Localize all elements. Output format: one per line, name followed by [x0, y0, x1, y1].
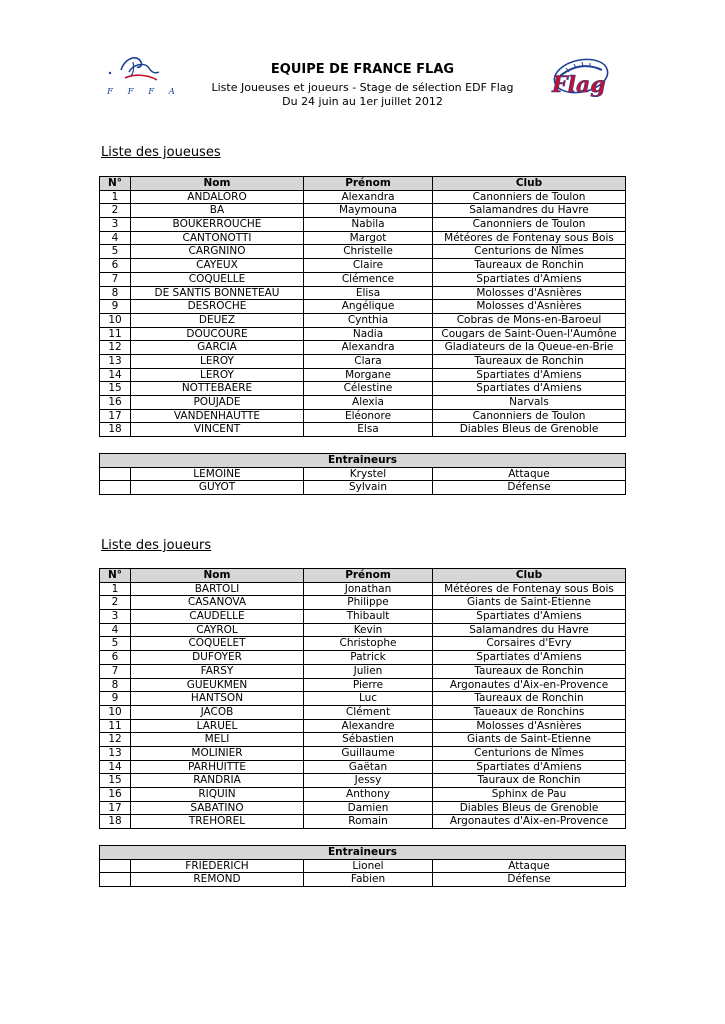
- player-nom: DE SANTIS BONNETEAU: [131, 286, 304, 300]
- player-nom: BARTOLI: [131, 582, 304, 596]
- player-club: Taureaux de Ronchin: [433, 354, 626, 368]
- player-nom: CANTONOTTI: [131, 231, 304, 245]
- player-number: 14: [100, 760, 131, 774]
- table-row: [100, 272, 626, 286]
- player-club: Spartiates d'Amiens: [433, 651, 626, 665]
- player-prenom: Alexandre: [304, 719, 433, 733]
- player-nom: ANDALORO: [131, 190, 304, 204]
- player-club: Salamandres du Havre: [433, 204, 626, 218]
- player-prenom: Sylvain: [304, 481, 433, 495]
- men-roster-table: [99, 568, 626, 829]
- player-number: 6: [100, 651, 131, 665]
- player-nom: JACOB: [131, 705, 304, 719]
- player-prenom: Alexandra: [304, 341, 433, 355]
- column-header-number: N°: [100, 569, 131, 583]
- men-coach-rows: [100, 859, 626, 886]
- player-number: 18: [100, 815, 131, 829]
- player-club: Spartiates d'Amiens: [433, 382, 626, 396]
- player-prenom: Thibault: [304, 610, 433, 624]
- player-nom: HANTSON: [131, 692, 304, 706]
- player-number: 6: [100, 259, 131, 273]
- player-club: Taueaux de Ronchins: [433, 705, 626, 719]
- player-nom: DOUCOURE: [131, 327, 304, 341]
- table-row: [100, 327, 626, 341]
- player-club: Centurions de Nîmes: [433, 245, 626, 259]
- player-nom: CAYROL: [131, 623, 304, 637]
- player-nom: DEUEZ: [131, 313, 304, 327]
- table-row: [100, 286, 626, 300]
- table-row: [100, 788, 626, 802]
- men-coaches-table: [99, 845, 626, 887]
- player-prenom: Jessy: [304, 774, 433, 788]
- player-nom: CAYEUX: [131, 259, 304, 273]
- player-prenom: Margot: [304, 231, 433, 245]
- player-club: Diables Bleus de Grenoble: [433, 423, 626, 437]
- player-nom: CARGNINO: [131, 245, 304, 259]
- player-club: Météores de Fontenay sous Bois: [433, 231, 626, 245]
- player-nom: BA: [131, 204, 304, 218]
- player-club: Canonniers de Toulon: [433, 218, 626, 232]
- player-nom: SABATINO: [131, 801, 304, 815]
- player-prenom: Angélique: [304, 300, 433, 314]
- player-nom: COQUELLE: [131, 272, 304, 286]
- player-prenom: Luc: [304, 692, 433, 706]
- player-prenom: Krystel: [304, 467, 433, 481]
- player-prenom: Patrick: [304, 651, 433, 665]
- table-row: [100, 705, 626, 719]
- player-nom: TREHOREL: [131, 815, 304, 829]
- player-club: Molosses d'Asnières: [433, 286, 626, 300]
- player-club: Tauraux de Ronchin: [433, 774, 626, 788]
- player-number: 11: [100, 719, 131, 733]
- table-row: [100, 218, 626, 232]
- player-prenom: Guillaume: [304, 746, 433, 760]
- column-header-prenom: Prénom: [304, 177, 433, 191]
- player-club: Sphinx de Pau: [433, 788, 626, 802]
- player-prenom: Christophe: [304, 637, 433, 651]
- coaches-header: Entraineurs: [100, 846, 626, 860]
- player-prenom: Clémence: [304, 272, 433, 286]
- player-number: 10: [100, 705, 131, 719]
- player-nom: MOLINIER: [131, 746, 304, 760]
- coach-row: [100, 859, 626, 873]
- player-number: 11: [100, 327, 131, 341]
- player-prenom: Romain: [304, 815, 433, 829]
- player-nom: PARHUITTE: [131, 760, 304, 774]
- player-prenom: Elsa: [304, 423, 433, 437]
- player-prenom: Morgane: [304, 368, 433, 382]
- player-number: 2: [100, 204, 131, 218]
- player-club: Molosses d'Asnières: [433, 719, 626, 733]
- player-club: Taureaux de Ronchin: [433, 664, 626, 678]
- player-number: [100, 467, 131, 481]
- player-club: Météores de Fontenay sous Bois: [433, 582, 626, 596]
- player-nom: GUYOT: [131, 481, 304, 495]
- coach-row: [100, 873, 626, 887]
- table-row: [100, 582, 626, 596]
- player-nom: RIQUIN: [131, 788, 304, 802]
- player-prenom: Christelle: [304, 245, 433, 259]
- player-prenom: Nadia: [304, 327, 433, 341]
- table-row: [100, 692, 626, 706]
- player-club: Argonautes d'Aix-en-Provence: [433, 678, 626, 692]
- player-number: [100, 481, 131, 495]
- player-club: Cougars de Saint-Ouen-l'Aumône: [433, 327, 626, 341]
- player-number: [100, 859, 131, 873]
- player-number: 4: [100, 623, 131, 637]
- player-club: Centurions de Nîmes: [433, 746, 626, 760]
- player-nom: FRIEDERICH: [131, 859, 304, 873]
- player-prenom: Lionel: [304, 859, 433, 873]
- player-club: Attaque: [433, 467, 626, 481]
- table-header-row: [100, 569, 626, 583]
- table-row: [100, 760, 626, 774]
- player-prenom: Elisa: [304, 286, 433, 300]
- player-prenom: Alexia: [304, 396, 433, 410]
- player-club: Molosses d'Asnières: [433, 300, 626, 314]
- player-nom: LEROY: [131, 368, 304, 382]
- table-row: [100, 664, 626, 678]
- player-number: 7: [100, 272, 131, 286]
- player-club: Défense: [433, 481, 626, 495]
- player-club: Taureaux de Ronchin: [433, 259, 626, 273]
- player-nom: LEMOINE: [131, 467, 304, 481]
- table-header-row: [100, 177, 626, 191]
- player-prenom: Fabien: [304, 873, 433, 887]
- coaches-header: Entraineurs: [100, 454, 626, 468]
- player-number: 1: [100, 190, 131, 204]
- player-prenom: Clara: [304, 354, 433, 368]
- player-number: 4: [100, 231, 131, 245]
- player-club: Narvals: [433, 396, 626, 410]
- player-nom: LARUEL: [131, 719, 304, 733]
- player-club: Défense: [433, 873, 626, 887]
- player-club: Gladiateurs de la Queue-en-Brie: [433, 341, 626, 355]
- player-club: Salamandres du Havre: [433, 623, 626, 637]
- player-nom: MELI: [131, 733, 304, 747]
- column-header-number: N°: [100, 177, 131, 191]
- document-header: [150, 62, 575, 109]
- player-nom: GUEUKMEN: [131, 678, 304, 692]
- table-row: [100, 259, 626, 273]
- coach-row: [100, 481, 626, 495]
- women-coaches-table: [99, 453, 626, 495]
- player-number: 10: [100, 313, 131, 327]
- table-row: [100, 719, 626, 733]
- player-prenom: Claire: [304, 259, 433, 273]
- player-nom: RANDRIA: [131, 774, 304, 788]
- table-row: [100, 300, 626, 314]
- player-number: 18: [100, 423, 131, 437]
- player-prenom: Maymouna: [304, 204, 433, 218]
- table-row: [100, 678, 626, 692]
- player-number: [100, 873, 131, 887]
- table-row: [100, 341, 626, 355]
- player-prenom: Eléonore: [304, 409, 433, 423]
- player-number: 16: [100, 396, 131, 410]
- player-number: 9: [100, 300, 131, 314]
- player-prenom: Clément: [304, 705, 433, 719]
- player-number: 17: [100, 409, 131, 423]
- player-nom: GARCIA: [131, 341, 304, 355]
- table-row: [100, 245, 626, 259]
- player-nom: REMOND: [131, 873, 304, 887]
- document-title: EQUIPE DE FRANCE FLAG: [270, 62, 455, 77]
- player-number: 17: [100, 801, 131, 815]
- player-nom: CASANOVA: [131, 596, 304, 610]
- player-club: Corsaires d'Evry: [433, 637, 626, 651]
- table-row: [100, 596, 626, 610]
- player-club: Giants de Saint-Etienne: [433, 733, 626, 747]
- table-row: [100, 623, 626, 637]
- player-nom: CAUDELLE: [131, 610, 304, 624]
- player-number: 3: [100, 218, 131, 232]
- player-nom: BOUKERROUCHE: [131, 218, 304, 232]
- player-prenom: Julien: [304, 664, 433, 678]
- table-row: [100, 610, 626, 624]
- player-club: Diables Bleus de Grenoble: [433, 801, 626, 815]
- player-prenom: Damien: [304, 801, 433, 815]
- women-coach-rows: [100, 467, 626, 494]
- player-nom: LEROY: [131, 354, 304, 368]
- player-nom: FARSY: [131, 664, 304, 678]
- women-roster-table: [99, 176, 626, 437]
- player-prenom: Kevin: [304, 623, 433, 637]
- column-header-club: Club: [433, 569, 626, 583]
- player-number: 12: [100, 733, 131, 747]
- player-club: Argonautes d'Aix-en-Provence: [433, 815, 626, 829]
- men-rows: [100, 582, 626, 828]
- table-row: [100, 396, 626, 410]
- table-row: [100, 651, 626, 665]
- flag-logo-text: Flag: [552, 72, 606, 98]
- player-club: Spartiates d'Amiens: [433, 272, 626, 286]
- table-row: [100, 746, 626, 760]
- player-nom: POUJADE: [131, 396, 304, 410]
- player-number: 13: [100, 354, 131, 368]
- table-row: [100, 204, 626, 218]
- player-number: 16: [100, 788, 131, 802]
- table-row: [100, 354, 626, 368]
- table-row: [100, 382, 626, 396]
- player-number: 8: [100, 678, 131, 692]
- table-row: [100, 313, 626, 327]
- player-club: Canonniers de Toulon: [433, 190, 626, 204]
- women-rows: [100, 190, 626, 436]
- player-nom: DESROCHE: [131, 300, 304, 314]
- player-prenom: Jonathan: [304, 582, 433, 596]
- player-nom: VANDENHAUTTE: [131, 409, 304, 423]
- document-dates: Du 24 juin au 1er juillet 2012: [282, 95, 443, 108]
- player-club: Spartiates d'Amiens: [433, 760, 626, 774]
- player-number: 2: [100, 596, 131, 610]
- player-prenom: Alexandra: [304, 190, 433, 204]
- player-club: Spartiates d'Amiens: [433, 610, 626, 624]
- player-number: 15: [100, 382, 131, 396]
- player-prenom: Célestine: [304, 382, 433, 396]
- player-club: Spartiates d'Amiens: [433, 368, 626, 382]
- men-section-title: Liste des joueurs: [101, 538, 212, 553]
- player-nom: DUFOYER: [131, 651, 304, 665]
- player-club: Cobras de Mons-en-Baroeul: [433, 313, 626, 327]
- player-prenom: Nabila: [304, 218, 433, 232]
- player-number: 1: [100, 582, 131, 596]
- player-club: Canonniers de Toulon: [433, 409, 626, 423]
- column-header-nom: Nom: [131, 569, 304, 583]
- player-number: 5: [100, 637, 131, 651]
- player-club: Attaque: [433, 859, 626, 873]
- player-number: 13: [100, 746, 131, 760]
- document-subtitle: Liste Joueuses et joueurs - Stage de sélection EDF Flag: [211, 81, 514, 94]
- table-row: [100, 801, 626, 815]
- table-row: [100, 774, 626, 788]
- player-prenom: Pierre: [304, 678, 433, 692]
- player-number: 12: [100, 341, 131, 355]
- player-prenom: Philippe: [304, 596, 433, 610]
- table-row: [100, 637, 626, 651]
- player-number: 3: [100, 610, 131, 624]
- column-header-nom: Nom: [131, 177, 304, 191]
- player-number: 5: [100, 245, 131, 259]
- column-header-club: Club: [433, 177, 626, 191]
- player-club: Giants de Saint-Etienne: [433, 596, 626, 610]
- player-nom: NOTTEBAERE: [131, 382, 304, 396]
- column-header-prenom: Prénom: [304, 569, 433, 583]
- player-prenom: Anthony: [304, 788, 433, 802]
- player-number: 7: [100, 664, 131, 678]
- player-number: 9: [100, 692, 131, 706]
- fffa-logo-text: F F F A: [107, 87, 181, 97]
- player-nom: VINCENT: [131, 423, 304, 437]
- player-club: Taureaux de Ronchin: [433, 692, 626, 706]
- table-row: [100, 409, 626, 423]
- coach-row: [100, 467, 626, 481]
- player-nom: COQUELET: [131, 637, 304, 651]
- player-prenom: Gaëtan: [304, 760, 433, 774]
- table-row: [100, 368, 626, 382]
- player-prenom: Sébastien: [304, 733, 433, 747]
- table-row: [100, 190, 626, 204]
- table-row: [100, 733, 626, 747]
- player-number: 8: [100, 286, 131, 300]
- women-section-title: Liste des joueuses: [101, 145, 221, 160]
- table-row: [100, 231, 626, 245]
- player-number: 15: [100, 774, 131, 788]
- player-number: 14: [100, 368, 131, 382]
- player-prenom: Cynthia: [304, 313, 433, 327]
- table-row: [100, 423, 626, 437]
- table-row: [100, 815, 626, 829]
